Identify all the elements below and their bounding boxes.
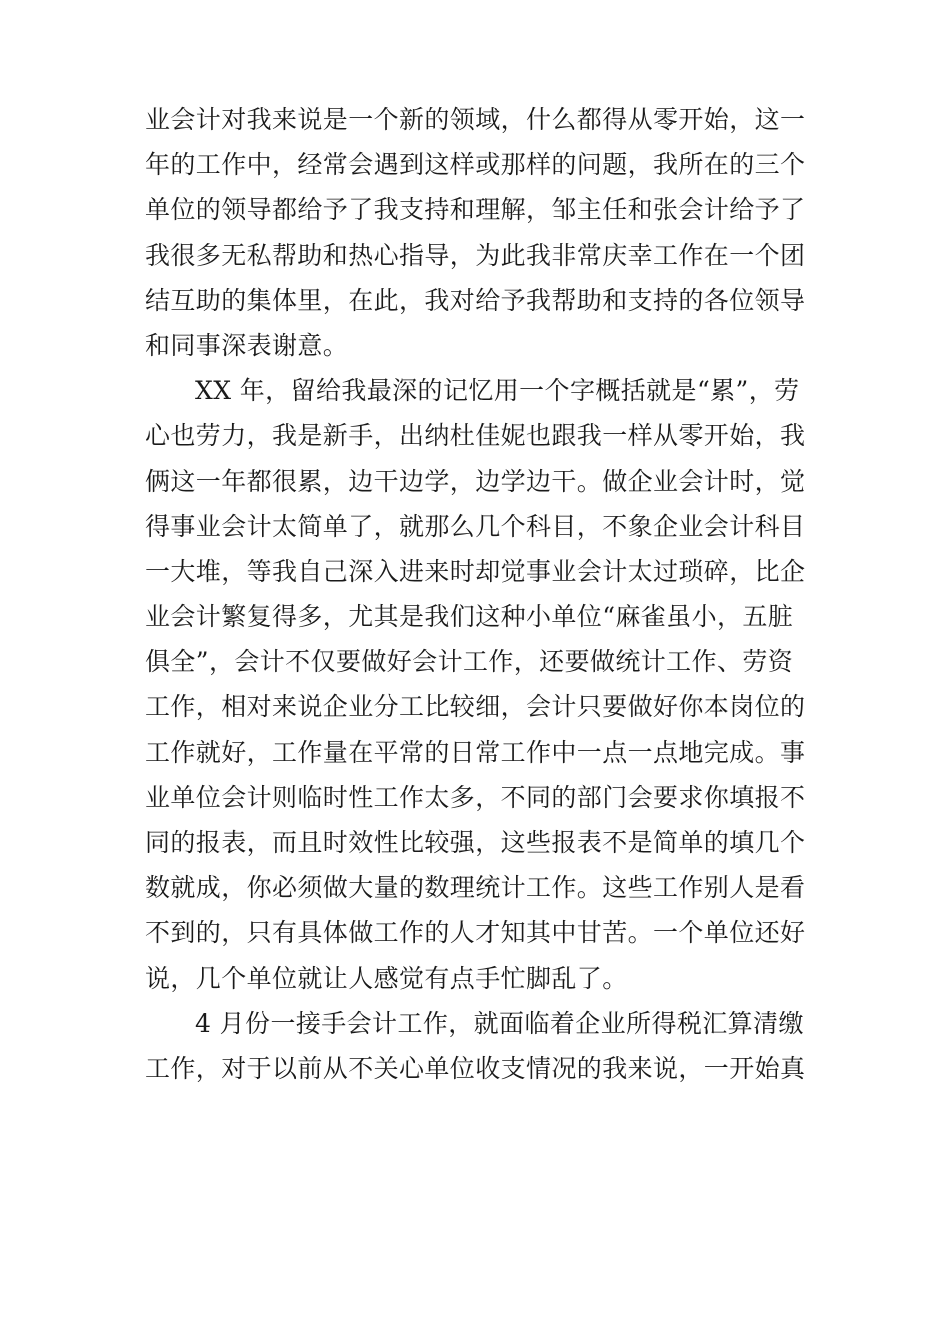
text-line: 单位的领导都给予了我支持和理解，邹主任和张会计给予了 [145,195,806,225]
text-line: 得事业会计太简单了，就那么几个科目，不象企业会计科目 [145,511,806,541]
text-line: 俱全”，会计不仅要做好会计工作，还要做统计工作、劳资 [145,647,794,677]
text-line: 和同事深表谢意。 [145,330,349,360]
text-line: 结互助的集体里，在此，我对给予我帮助和支持的各位领导 [145,285,806,315]
paragraph-start-line: XX 年，留给我最深的记忆用一个字概括就是“累”，劳 [195,376,800,406]
text-line: 我很多无私帮助和热心指导，为此我非常庆幸工作在一个团 [145,240,806,270]
text-line: 说，几个单位就让人感觉有点手忙脚乱了。 [145,963,628,993]
text-line: 俩这一年都很累，边干边学，边学边干。做企业会计时，觉 [145,466,806,496]
text-line: 不到的，只有具体做工作的人才知其中甘苦。一个单位还好 [145,918,806,948]
text-line: 同的报表，而且时效性比较强，这些报表不是简单的填几个 [145,828,806,857]
text-line: 业单位会计则临时性工作太多，不同的部门会要求你填报不 [145,782,806,812]
text-line: 心也劳力，我是新手，出纳杜佳妮也跟我一样从零开始，我 [145,421,806,451]
paragraph-start-line: 4 月份一接手会计工作，就面临着企业所得税汇算清缴 [195,1008,804,1038]
text-line: 工作就好，工作量在平常的日常工作中一点一点地完成。事 [145,737,806,767]
text-line: 工作，对于以前从不关心单位收支情况的我来说，一开始真 [145,1053,806,1083]
text-line: 数就成，你必须做大量的数理统计工作。这些工作别人是看 [145,873,806,903]
text-line: 工作，相对来说企业分工比较细，会计只要做好你本岗位的 [145,692,806,722]
text-line: 业会计繁复得多，尤其是我们这种小单位“麻雀虽小，五脏 [145,602,794,632]
text-line: 一大堆，等我自己深入进来时却觉事业会计太过琐碎，比企 [145,556,806,586]
text-line: 年的工作中，经常会遇到这样或那样的问题，我所在的三个 [145,150,806,180]
body-text [145,97,815,1091]
text-line: 业会计对我来说是一个新的领域，什么都得从零开始，这一 [145,105,806,134]
